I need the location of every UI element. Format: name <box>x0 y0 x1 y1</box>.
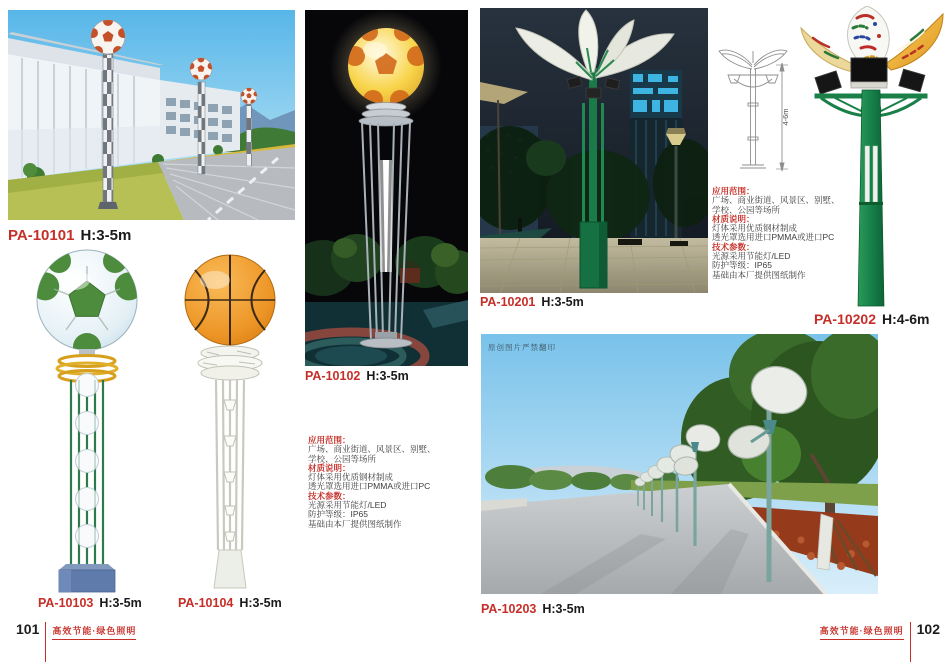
label-pa10201 <box>480 295 584 309</box>
spec-line: 防护等级：IP65 <box>308 509 368 520</box>
spec-line: 灯体采用优质钢材制成 <box>308 472 394 483</box>
spec-line: 透光罩选用进口PMMA或进口PC <box>712 232 835 243</box>
green-pole <box>858 90 884 306</box>
spec-line: 防护等级：IP65 <box>712 260 772 271</box>
label-pa10101 <box>8 227 131 244</box>
spec-heading-application: 应用范围： <box>308 435 351 445</box>
product-height-pa10201: H:3-5m <box>541 295 584 309</box>
product-height-pa10101: H:3-5m <box>80 227 132 244</box>
spec-block-right <box>712 187 852 280</box>
product-height-pa10104: H:3-5m <box>239 596 282 610</box>
night-plaza-petal-lamp-illustration <box>480 8 708 293</box>
product-code-pa10102: PA-10102 <box>305 369 361 383</box>
spec-line: 透光罩选用进口PMMA或进口PC <box>308 481 431 492</box>
product-pa10104 <box>175 252 285 592</box>
side-wing-right <box>885 14 943 70</box>
spec-heading-material: 材质说明： <box>308 462 351 473</box>
footer-right <box>820 622 940 662</box>
page-number-right: 102 <box>916 621 940 637</box>
label-pa10104 <box>178 596 282 610</box>
product-code-pa10203: PA-10203 <box>481 602 537 616</box>
product-code-pa10104: PA-10104 <box>178 596 234 610</box>
label-pa10102 <box>305 369 409 383</box>
football-globe <box>31 249 143 361</box>
bench <box>670 241 688 246</box>
photo-pa10201 <box>480 8 708 293</box>
product-height-pa10103: H:3-5m <box>99 596 142 610</box>
basketball-globe <box>185 255 275 345</box>
spec-line: 基础由本厂提供图纸制作 <box>308 518 402 529</box>
basketball-column-lamp-illustration <box>175 252 285 592</box>
spec-heading-technical: 技术参数： <box>712 241 755 252</box>
footer-divider-right <box>910 622 911 662</box>
photo-pa10102 <box>305 10 468 366</box>
spec-block-left <box>308 436 448 529</box>
product-pa10103 <box>30 248 145 593</box>
white-ring-collar <box>198 346 262 380</box>
footer-divider-left <box>45 622 46 662</box>
spec-line: 光源采用节能灯/LED <box>712 251 791 262</box>
white-base <box>214 550 246 588</box>
spec-heading-application: 应用范围： <box>712 186 755 196</box>
footer-slogan-right: 高效节能·绿色照明 <box>820 624 904 640</box>
photo-pa10203 <box>481 334 878 594</box>
spec-line: 基础由本厂提供图纸制作 <box>712 269 806 280</box>
photo-watermark: 原创图片严禁翻印 <box>488 343 556 352</box>
product-code-pa10202: PA-10202 <box>814 311 877 327</box>
spec-heading-technical: 技术参数： <box>308 490 351 501</box>
football-column-lamp-illustration <box>30 248 145 593</box>
product-height-pa10202: H:4-6m <box>882 311 930 327</box>
label-pa10203 <box>481 602 585 616</box>
night-football-lamp-illustration <box>305 10 468 366</box>
steel-collar <box>359 103 413 127</box>
label-pa10103 <box>38 596 142 610</box>
spec-line: 学校、公园等场所 <box>712 204 781 215</box>
spec-line: 光源采用节能灯/LED <box>308 500 387 511</box>
bench <box>618 239 642 245</box>
footer-slogan-left: 高效节能·绿色照明 <box>52 624 136 640</box>
product-code-pa10201: PA-10201 <box>480 295 536 309</box>
road-leaf-lamps-illustration <box>481 334 878 594</box>
product-code-pa10103: PA-10103 <box>38 596 94 610</box>
blue-base <box>59 564 115 592</box>
spec-heading-material: 材质说明： <box>712 213 755 224</box>
spec-line: 广场、商业街道、风景区、别墅、 <box>308 444 436 455</box>
dimension-drawing <box>712 45 796 187</box>
product-height-pa10102: H:3-5m <box>366 369 409 383</box>
page-number-left: 101 <box>16 621 40 637</box>
spec-line: 学校、公园等场所 <box>308 453 377 464</box>
label-pa10202 <box>814 311 929 327</box>
plaza-scene-illustration <box>8 10 295 220</box>
product-height-pa10203: H:3-5m <box>542 602 585 616</box>
dimension-label: 4-6m <box>781 108 790 126</box>
footer-left <box>16 622 136 662</box>
product-code-pa10101: PA-10101 <box>8 227 75 244</box>
spec-line: 灯体采用优质钢材制成 <box>712 223 798 234</box>
photo-pa10101 <box>8 10 295 220</box>
spec-line: 广场、商业街道、风景区、别墅、 <box>712 195 840 206</box>
drawing-pa10202 <box>712 45 796 187</box>
